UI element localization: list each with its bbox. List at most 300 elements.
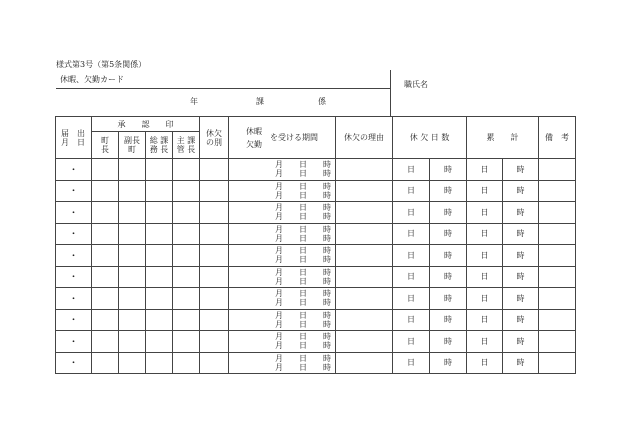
period-cell[interactable]	[229, 223, 336, 245]
card-title: 休暇、欠勤カード	[60, 75, 124, 84]
table-row	[56, 309, 576, 331]
period-end	[229, 320, 335, 329]
general-affairs-seal-cell[interactable]	[146, 288, 173, 310]
unit-hour: 時	[444, 207, 452, 217]
unit-day: 日	[299, 181, 307, 191]
deputy-mayor-seal-cell[interactable]	[119, 223, 146, 245]
date-separator: ・	[69, 292, 78, 303]
chief-section-seal-cell[interactable]	[173, 245, 200, 267]
staff-name-divider	[390, 70, 391, 116]
remarks-cell[interactable]	[539, 352, 576, 374]
period-end	[229, 169, 335, 178]
town-mayor-seal-cell[interactable]	[92, 159, 119, 181]
unit-day: 日	[299, 169, 307, 179]
unit-hour: 時	[516, 186, 525, 196]
leave-type-cell[interactable]	[200, 266, 229, 288]
reason-cell[interactable]	[336, 309, 393, 331]
chief-section-seal-cell[interactable]	[173, 309, 200, 331]
unit-day: 日	[299, 332, 307, 342]
notify-date-cell[interactable]	[56, 159, 92, 181]
cumulative-hour-cell[interactable]	[503, 245, 539, 267]
unit-day: 日	[299, 276, 307, 286]
header-reason: 休欠の理由	[336, 117, 393, 159]
header-approval: 承 認 印	[92, 117, 200, 132]
general-affairs-seal-cell[interactable]	[146, 202, 173, 224]
unit-hour: 時	[323, 169, 331, 179]
unit-day: 日	[480, 293, 489, 303]
table-row	[56, 352, 576, 374]
deputy-mayor-seal-cell[interactable]	[119, 159, 146, 181]
town-mayor-seal-cell[interactable]	[92, 309, 119, 331]
unit-hour: 時	[516, 164, 525, 174]
unit-day: 日	[407, 358, 415, 368]
unit-day: 日	[480, 358, 489, 368]
unit-hour: 時	[323, 255, 331, 265]
unit-day: 日	[407, 315, 415, 325]
unit-month: 月	[275, 362, 283, 372]
period-cell[interactable]	[229, 245, 336, 267]
table-row	[56, 331, 576, 353]
period-cell[interactable]	[229, 288, 336, 310]
header-remarks: 備 考	[539, 117, 576, 159]
unit-hour: 時	[444, 358, 452, 368]
period-cell[interactable]	[229, 180, 336, 202]
unit-month: 月	[275, 160, 283, 170]
table-row	[56, 266, 576, 288]
remarks-cell[interactable]	[539, 159, 576, 181]
unit-day: 日	[480, 272, 489, 282]
unit-day: 日	[480, 315, 489, 325]
unit-month: 月	[275, 203, 283, 213]
reason-cell[interactable]	[336, 180, 393, 202]
cumulative-day-cell[interactable]	[467, 159, 503, 181]
period-end	[229, 298, 335, 307]
date-separator: ・	[69, 249, 78, 260]
date-separator: ・	[69, 335, 78, 346]
deputy-mayor-seal-cell[interactable]	[119, 352, 146, 374]
period-end	[229, 255, 335, 264]
remarks-cell[interactable]	[539, 288, 576, 310]
header-deputy-mayor-line1: 副長	[124, 136, 140, 145]
period-start	[229, 203, 335, 212]
remarks-cell[interactable]	[539, 180, 576, 202]
deputy-mayor-seal-cell[interactable]	[119, 266, 146, 288]
period-cell[interactable]	[229, 309, 336, 331]
cumulative-hour-cell[interactable]	[503, 202, 539, 224]
unit-label: 係	[318, 97, 326, 106]
general-affairs-seal-cell[interactable]	[146, 331, 173, 353]
deputy-mayor-seal-cell[interactable]	[119, 180, 146, 202]
unit-day: 日	[407, 272, 415, 282]
table-row	[56, 245, 576, 267]
deputy-mayor-seal-cell[interactable]	[119, 245, 146, 267]
cumulative-hour-cell[interactable]	[503, 159, 539, 181]
date-separator: ・	[69, 185, 78, 196]
unit-hour: 時	[323, 319, 331, 329]
header-leave-word: 休暇	[246, 126, 262, 136]
leave-type-cell[interactable]	[200, 352, 229, 374]
header-chief-section-c4: 長	[187, 145, 196, 154]
unit-hour: 時	[323, 332, 331, 342]
days-day-cell[interactable]	[393, 180, 430, 202]
notify-date-cell[interactable]	[56, 202, 92, 224]
header-notify-date-line1: 届 出	[61, 128, 85, 138]
leave-type-cell[interactable]	[200, 331, 229, 353]
unit-month: 月	[275, 310, 283, 320]
days-day-cell[interactable]	[393, 202, 430, 224]
days-hour-cell[interactable]	[430, 352, 467, 374]
cumulative-hour-cell[interactable]	[503, 180, 539, 202]
unit-hour: 時	[323, 181, 331, 191]
general-affairs-seal-cell[interactable]	[146, 309, 173, 331]
general-affairs-seal-cell[interactable]	[146, 245, 173, 267]
cumulative-day-cell[interactable]	[467, 245, 503, 267]
unit-day: 日	[299, 190, 307, 200]
unit-hour: 時	[516, 272, 525, 282]
remarks-cell[interactable]	[539, 309, 576, 331]
header-chief-section-c3: 管	[176, 145, 185, 154]
reason-cell[interactable]	[336, 352, 393, 374]
notify-date-cell[interactable]	[56, 266, 92, 288]
unit-day: 日	[407, 336, 415, 346]
reason-cell[interactable]	[336, 245, 393, 267]
unit-hour: 時	[516, 293, 525, 303]
days-hour-cell[interactable]	[430, 331, 467, 353]
days-day-cell[interactable]	[393, 352, 430, 374]
unit-day: 日	[407, 250, 415, 260]
chief-section-seal-cell[interactable]	[173, 202, 200, 224]
header-cumulative: 累 計	[467, 117, 539, 159]
header-chief-section	[173, 132, 200, 159]
unit-day: 日	[407, 229, 415, 239]
unit-hour: 時	[323, 160, 331, 170]
cumulative-hour-cell[interactable]	[503, 331, 539, 353]
cumulative-hour-cell[interactable]	[503, 309, 539, 331]
unit-month: 月	[275, 298, 283, 308]
unit-hour: 時	[444, 272, 452, 282]
unit-day: 日	[299, 203, 307, 213]
header-general-affairs-c2: 課	[160, 136, 169, 145]
chief-section-seal-cell[interactable]	[173, 159, 200, 181]
table-row	[56, 159, 576, 181]
unit-month: 月	[275, 319, 283, 329]
town-mayor-seal-cell[interactable]	[92, 352, 119, 374]
reason-cell[interactable]	[336, 159, 393, 181]
header-deputy-mayor	[119, 132, 146, 159]
unit-hour: 時	[323, 353, 331, 363]
table-row	[56, 202, 576, 224]
header-period	[229, 117, 336, 159]
notify-date-cell[interactable]	[56, 223, 92, 245]
unit-day: 日	[299, 246, 307, 256]
header-general-affairs-c3: 務	[149, 145, 158, 154]
unit-month: 月	[275, 224, 283, 234]
period-start	[229, 332, 335, 341]
unit-hour: 時	[323, 203, 331, 213]
days-hour-cell[interactable]	[430, 159, 467, 181]
remarks-cell[interactable]	[539, 202, 576, 224]
unit-month: 月	[275, 169, 283, 179]
unit-hour: 時	[323, 341, 331, 351]
unit-hour: 時	[444, 164, 452, 174]
unit-hour: 時	[444, 250, 452, 260]
days-hour-cell[interactable]	[430, 288, 467, 310]
date-separator: ・	[69, 206, 78, 217]
notify-date-cell[interactable]	[56, 309, 92, 331]
date-separator: ・	[69, 163, 78, 174]
cumulative-day-cell[interactable]	[467, 266, 503, 288]
unit-hour: 時	[323, 362, 331, 372]
days-hour-cell[interactable]	[430, 202, 467, 224]
period-start	[229, 311, 335, 320]
unit-day: 日	[480, 336, 489, 346]
unit-hour: 時	[323, 289, 331, 299]
unit-hour: 時	[323, 276, 331, 286]
cumulative-hour-cell[interactable]	[503, 266, 539, 288]
unit-day: 日	[299, 255, 307, 265]
header-notify-date-line2: 月 日	[61, 137, 85, 147]
header-town-mayor	[92, 132, 119, 159]
chief-section-seal-cell[interactable]	[173, 352, 200, 374]
date-separator: ・	[69, 228, 78, 239]
period-start	[229, 246, 335, 255]
period-start	[229, 289, 335, 298]
reason-cell[interactable]	[336, 202, 393, 224]
header-leave-type-line1: 休欠	[206, 128, 222, 138]
chief-section-seal-cell[interactable]	[173, 288, 200, 310]
header-deputy-mayor-line2: 町	[128, 145, 136, 154]
reason-cell[interactable]	[336, 288, 393, 310]
unit-hour: 時	[516, 336, 525, 346]
unit-day: 日	[299, 353, 307, 363]
town-mayor-seal-cell[interactable]	[92, 245, 119, 267]
unit-hour: 時	[323, 310, 331, 320]
year-label: 年	[190, 97, 198, 106]
unit-month: 月	[275, 267, 283, 277]
unit-hour: 時	[323, 190, 331, 200]
date-separator: ・	[69, 271, 78, 282]
unit-day: 日	[299, 289, 307, 299]
reason-cell[interactable]	[336, 223, 393, 245]
form-number: 様式第3号（第5条関係）	[56, 60, 147, 69]
period-start	[229, 160, 335, 169]
general-affairs-seal-cell[interactable]	[146, 159, 173, 181]
days-day-cell[interactable]	[393, 331, 430, 353]
unit-day: 日	[480, 207, 489, 217]
period-cell[interactable]	[229, 202, 336, 224]
unit-month: 月	[275, 246, 283, 256]
header-divider	[56, 88, 390, 89]
cumulative-hour-cell[interactable]	[503, 352, 539, 374]
table-row	[56, 180, 576, 202]
general-affairs-seal-cell[interactable]	[146, 180, 173, 202]
period-cell[interactable]	[229, 266, 336, 288]
period-start	[229, 268, 335, 277]
unit-day: 日	[299, 362, 307, 372]
unit-hour: 時	[444, 229, 452, 239]
unit-hour: 時	[323, 246, 331, 256]
leave-type-cell[interactable]	[200, 223, 229, 245]
cumulative-day-cell[interactable]	[467, 223, 503, 245]
deputy-mayor-seal-cell[interactable]	[119, 288, 146, 310]
unit-hour: 時	[444, 293, 452, 303]
days-day-cell[interactable]	[393, 245, 430, 267]
cumulative-day-cell[interactable]	[467, 202, 503, 224]
period-end	[229, 277, 335, 286]
unit-hour: 時	[323, 298, 331, 308]
header-period-label: を受ける期間	[270, 133, 318, 142]
general-affairs-seal-cell[interactable]	[146, 352, 173, 374]
days-hour-cell[interactable]	[430, 245, 467, 267]
town-mayor-seal-cell[interactable]	[92, 331, 119, 353]
unit-day: 日	[299, 233, 307, 243]
chief-section-seal-cell[interactable]	[173, 331, 200, 353]
unit-day: 日	[480, 229, 489, 239]
period-cell[interactable]	[229, 331, 336, 353]
cumulative-hour-cell[interactable]	[503, 288, 539, 310]
staff-name-label: 職氏名	[404, 80, 428, 89]
unit-day: 日	[299, 212, 307, 222]
period-end	[229, 363, 335, 372]
cumulative-hour-cell[interactable]	[503, 223, 539, 245]
town-mayor-seal-cell[interactable]	[92, 288, 119, 310]
days-day-cell[interactable]	[393, 223, 430, 245]
leave-type-cell[interactable]	[200, 159, 229, 181]
header-absence-word: 欠勤	[246, 139, 262, 149]
leave-type-cell[interactable]	[200, 309, 229, 331]
leave-absence-table	[55, 116, 576, 374]
table-row	[56, 223, 576, 245]
days-day-cell[interactable]	[393, 159, 430, 181]
unit-month: 月	[275, 233, 283, 243]
unit-day: 日	[407, 207, 415, 217]
unit-day: 日	[407, 186, 415, 196]
unit-month: 月	[275, 289, 283, 299]
table-row	[56, 288, 576, 310]
notify-date-cell[interactable]	[56, 331, 92, 353]
remarks-cell[interactable]	[539, 223, 576, 245]
unit-day: 日	[299, 341, 307, 351]
unit-day: 日	[299, 319, 307, 329]
cumulative-day-cell[interactable]	[467, 309, 503, 331]
chief-section-seal-cell[interactable]	[173, 180, 200, 202]
town-mayor-seal-cell[interactable]	[92, 180, 119, 202]
unit-day: 日	[480, 250, 489, 260]
unit-hour: 時	[444, 315, 452, 325]
unit-month: 月	[275, 190, 283, 200]
header-town-mayor-line2: 長	[101, 145, 109, 154]
days-day-cell[interactable]	[393, 309, 430, 331]
period-cell[interactable]	[229, 159, 336, 181]
period-cell[interactable]	[229, 352, 336, 374]
reason-cell[interactable]	[336, 331, 393, 353]
period-end	[229, 191, 335, 200]
deputy-mayor-seal-cell[interactable]	[119, 202, 146, 224]
header-days: 休 欠 日 数	[393, 117, 467, 159]
unit-hour: 時	[516, 358, 525, 368]
unit-month: 月	[275, 276, 283, 286]
date-separator: ・	[69, 314, 78, 325]
town-mayor-seal-cell[interactable]	[92, 202, 119, 224]
header-leave-type	[200, 117, 229, 159]
reason-cell[interactable]	[336, 266, 393, 288]
unit-month: 月	[275, 255, 283, 265]
header-general-affairs	[146, 132, 173, 159]
period-start	[229, 225, 335, 234]
notify-date-cell[interactable]	[56, 288, 92, 310]
period-end	[229, 212, 335, 221]
remarks-cell[interactable]	[539, 245, 576, 267]
unit-hour: 時	[323, 224, 331, 234]
notify-date-cell[interactable]	[56, 352, 92, 374]
deputy-mayor-seal-cell[interactable]	[119, 309, 146, 331]
header-notify-date	[56, 117, 92, 159]
unit-hour: 時	[516, 229, 525, 239]
chief-section-seal-cell[interactable]	[173, 223, 200, 245]
unit-month: 月	[275, 353, 283, 363]
leave-type-cell[interactable]	[200, 202, 229, 224]
days-hour-cell[interactable]	[430, 180, 467, 202]
period-end	[229, 341, 335, 350]
cumulative-day-cell[interactable]	[467, 352, 503, 374]
unit-hour: 時	[444, 186, 452, 196]
days-hour-cell[interactable]	[430, 266, 467, 288]
unit-day: 日	[299, 160, 307, 170]
remarks-cell[interactable]	[539, 266, 576, 288]
deputy-mayor-seal-cell[interactable]	[119, 331, 146, 353]
leave-type-cell[interactable]	[200, 288, 229, 310]
header-leave-type-line2: の別	[206, 137, 222, 147]
town-mayor-seal-cell[interactable]	[92, 266, 119, 288]
header-general-affairs-c4: 長	[160, 145, 169, 154]
cumulative-day-cell[interactable]	[467, 331, 503, 353]
leave-type-cell[interactable]	[200, 180, 229, 202]
remarks-cell[interactable]	[539, 331, 576, 353]
days-day-cell[interactable]	[393, 266, 430, 288]
notify-date-cell[interactable]	[56, 245, 92, 267]
cumulative-day-cell[interactable]	[467, 180, 503, 202]
days-hour-cell[interactable]	[430, 309, 467, 331]
general-affairs-seal-cell[interactable]	[146, 223, 173, 245]
period-start	[229, 354, 335, 363]
notify-date-cell[interactable]	[56, 180, 92, 202]
general-affairs-seal-cell[interactable]	[146, 266, 173, 288]
period-start	[229, 182, 335, 191]
unit-day: 日	[299, 267, 307, 277]
unit-day: 日	[407, 164, 415, 174]
header-town-mayor-line1: 町	[101, 136, 109, 145]
chief-section-seal-cell[interactable]	[173, 266, 200, 288]
header-general-affairs-c1: 総	[149, 136, 158, 145]
unit-month: 月	[275, 212, 283, 222]
header-chief-section-c1: 主	[176, 136, 185, 145]
days-day-cell[interactable]	[393, 288, 430, 310]
unit-day: 日	[480, 186, 489, 196]
unit-day: 日	[299, 298, 307, 308]
unit-day: 日	[299, 224, 307, 234]
cumulative-day-cell[interactable]	[467, 288, 503, 310]
unit-hour: 時	[323, 267, 331, 277]
leave-type-cell[interactable]	[200, 245, 229, 267]
unit-month: 月	[275, 181, 283, 191]
days-hour-cell[interactable]	[430, 223, 467, 245]
unit-hour: 時	[444, 336, 452, 346]
unit-month: 月	[275, 341, 283, 351]
unit-hour: 時	[516, 207, 525, 217]
unit-day: 日	[299, 310, 307, 320]
town-mayor-seal-cell[interactable]	[92, 223, 119, 245]
unit-hour: 時	[516, 250, 525, 260]
